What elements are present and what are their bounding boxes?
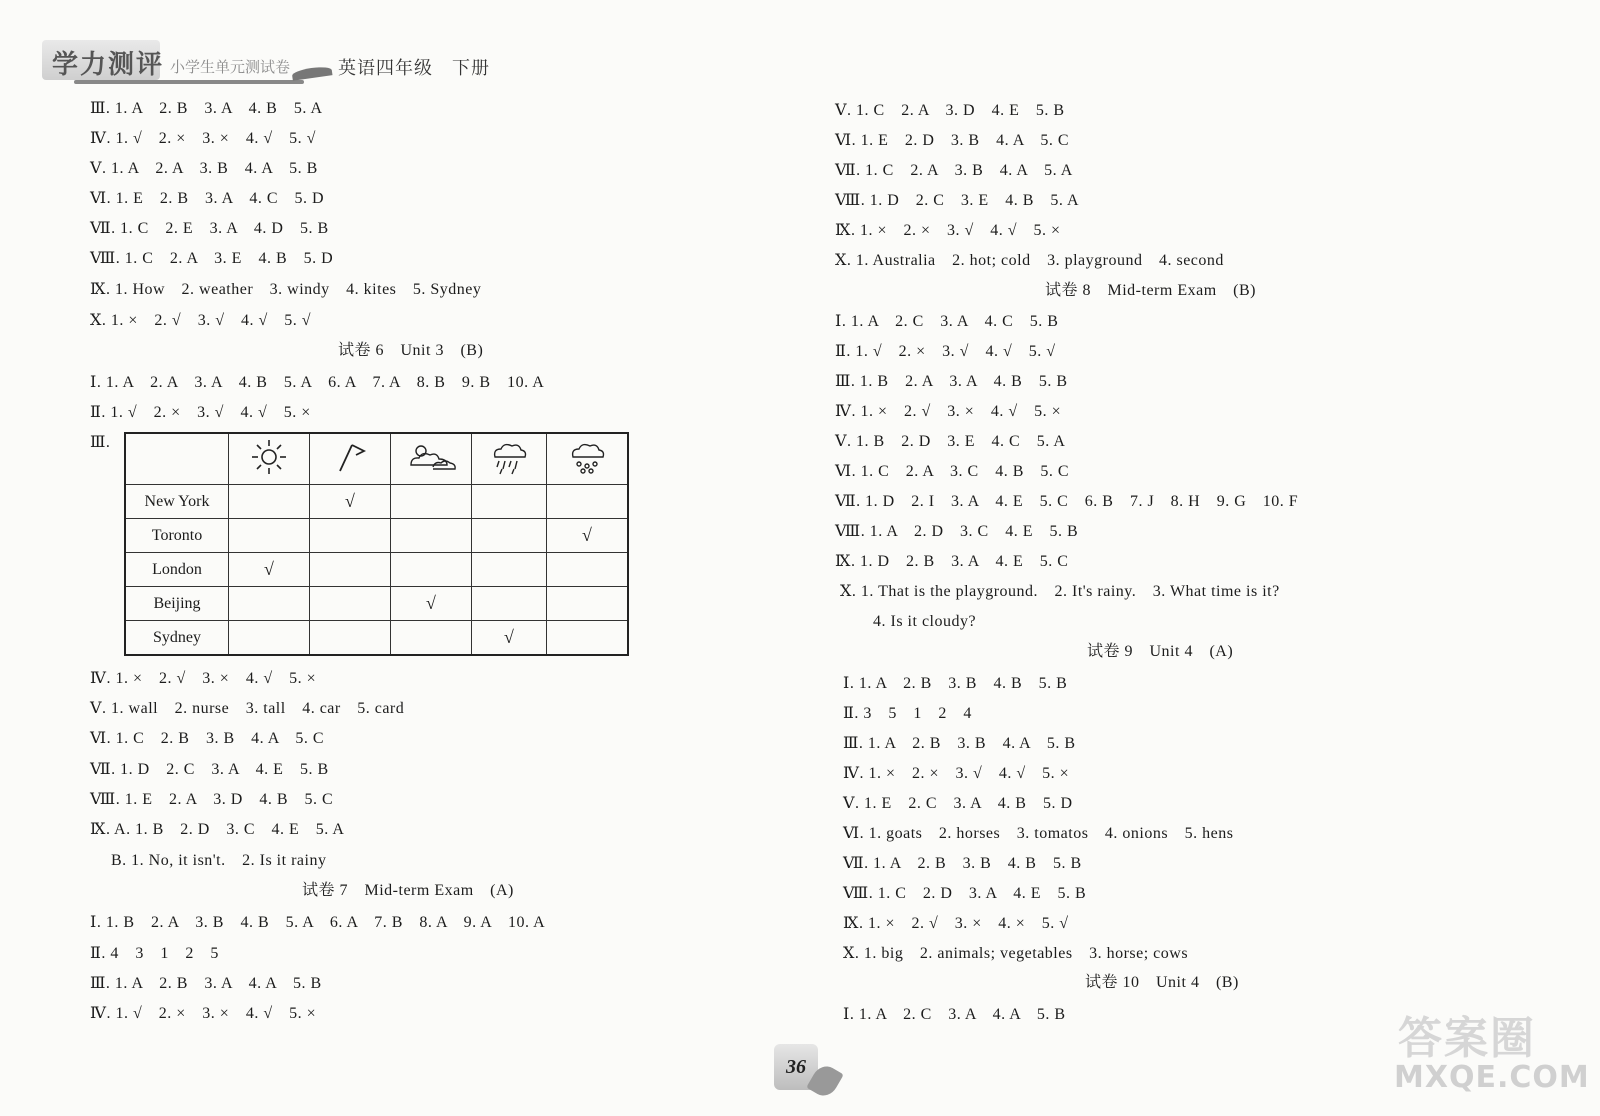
mark-cell [229,587,310,621]
answer-line: Ⅳ. 1. √ 2. × 3. × 4. √ 5. √ [90,130,316,147]
mark-cell [310,587,391,621]
answer-line: Ⅰ. 1. A 2. B 3. B 4. B 5. B [843,675,1068,692]
answer-line: Ⅶ. 1. C 2. E 3. A 4. D 5. B [90,220,329,237]
section-title-paper-9: 试卷 9 Unit 4 (A) [1087,643,1234,660]
answer-line: Ⅲ. 1. A 2. B 3. B 4. A 5. B [843,735,1076,752]
check-mark: √ [426,593,436,613]
mark-cell [472,621,547,656]
answer-line: Ⅴ. 1. B 2. D 3. E 4. C 5. A [835,433,1066,450]
answer-line: Ⅶ. 1. A 2. B 3. B 4. B 5. B [843,855,1082,872]
answer-line: Ⅹ. 1. big 2. animals; vegetables 3. horse; cows [843,945,1189,962]
mark-cell [310,553,391,587]
answer-line: Ⅷ. 1. D 2. C 3. E 4. B 5. A [835,192,1080,209]
answer-line: Ⅳ. 1. × 2. √ 3. × 4. √ 5. × [90,670,317,687]
answer-line: Ⅱ. 3 5 1 2 4 [843,705,972,722]
mark-cell [472,485,547,519]
mark-cell [310,519,391,553]
brush-tip-decoration [291,65,332,80]
table-row [125,519,628,553]
section-title-paper-7: 试卷 7 Mid-term Exam (A) [302,882,514,899]
weather-table [124,432,629,656]
answer-line: Ⅹ. 1. Australia 2. hot; cold 3. playground 4. second [835,252,1224,269]
mark-cell [547,553,629,587]
mark-cell [547,485,629,519]
answer-line: Ⅱ. 1. √ 2. × 3. √ 4. √ 5. × [90,404,311,421]
answer-line: Ⅹ. 1. × 2. √ 3. √ 4. √ 5. √ [90,312,312,329]
answer-line: Ⅴ. 1. C 2. A 3. D 4. E 5. B [835,102,1065,119]
mark-cell [391,587,472,621]
answer-line: Ⅷ. 1. C 2. A 3. E 4. B 5. D [90,250,334,267]
city-cell: London [125,553,229,587]
answer-line: Ⅸ. A. 1. B 2. D 3. C 4. E 5. A [90,821,345,838]
city-cell: Toronto [125,519,229,553]
mark-cell [547,519,629,553]
check-mark: √ [582,525,592,545]
answer-line: Ⅷ. 1. C 2. D 3. A 4. E 5. B [843,885,1087,902]
mark-cell [229,519,310,553]
mark-cell [391,519,472,553]
answer-line: Ⅷ. 1. A 2. D 3. C 4. E 5. B [835,523,1079,540]
answer-line: Ⅵ. 1. E 2. B 3. A 4. C 5. D [90,190,325,207]
mark-cell [391,621,472,656]
answer-line: Ⅵ. 1. goats 2. horses 3. tomatos 4. onions 5. hens [843,825,1234,842]
answer-line: Ⅶ. 1. D 2. I 3. A 4. E 5. C 6. B 7. J 8. H 9. G 10. F [835,493,1299,510]
answer-line: Ⅸ. 1. × 2. √ 3. × 4. × 5. √ [843,915,1069,932]
mark-cell [472,519,547,553]
mark-cell [229,553,310,587]
mark-cell [391,553,472,587]
mark-cell [310,485,391,519]
section-title-paper-10: 试卷 10 Unit 4 (B) [1085,974,1239,991]
section-title-paper-8: 试卷 8 Mid-term Exam (B) [1045,282,1256,299]
mark-cell [229,621,310,656]
mark-cell [310,621,391,656]
answer-line: Ⅶ. 1. D 2. C 3. A 4. E 5. B [90,761,329,778]
section-title-paper-6: 试卷 6 Unit 3 (B) [338,342,484,359]
check-mark: √ [264,559,274,579]
answer-line: Ⅳ. 1. √ 2. × 3. × 4. √ 5. × [90,1005,317,1022]
answer-line: Ⅰ. 1. B 2. A 3. B 4. B 5. A 6. A 7. B 8. A 9. A 10. A [90,914,546,931]
answer-line: Ⅴ. 1. E 2. C 3. A 4. B 5. D [843,795,1073,812]
mark-cell [547,587,629,621]
brush-stroke-decoration [74,80,304,84]
series-subtitle: 小学生单元测试卷 [170,58,291,76]
answer-line: Ⅰ. 1. A 2. C 3. A 4. A 5. B [843,1006,1066,1023]
watermark-url: MXQE.COM [1394,1060,1590,1095]
answer-line: Ⅵ. 1. C 2. A 3. C 4. B 5. C [835,463,1070,480]
mark-cell [391,485,472,519]
page-header [30,0,500,92]
answer-line: B. 1. No, it isn't. 2. Is it rainy [90,852,327,869]
answer-line: Ⅳ. 1. × 2. × 3. √ 4. √ 5. × [843,765,1070,782]
answer-line: Ⅸ. 1. × 2. × 3. √ 4. √ 5. × [835,222,1061,239]
check-mark: √ [345,491,355,511]
table-row [125,485,628,519]
watermark-logo: 答案圈 [1398,1013,1536,1064]
windy-icon [310,433,391,485]
table-row [125,553,628,587]
table-section-label: Ⅲ. [90,434,111,451]
answer-line: 4. Is it cloudy? [840,613,977,630]
weather-table-header-row [125,433,628,485]
sunny-icon [229,433,310,485]
check-mark: √ [504,627,514,647]
answer-line: Ⅱ. 4 3 1 2 5 [90,945,219,962]
mark-cell [472,587,547,621]
answer-line: Ⅲ. 1. A 2. B 3. A 4. A 5. B [90,975,322,992]
answer-line: Ⅳ. 1. × 2. √ 3. × 4. √ 5. × [835,403,1062,420]
answer-line: Ⅲ. 1. B 2. A 3. A 4. B 5. B [835,373,1068,390]
answer-line: Ⅷ. 1. E 2. A 3. D 4. B 5. C [90,791,334,808]
table-row [125,621,628,656]
answer-line: Ⅲ. 1. A 2. B 3. A 4. B 5. A [90,100,323,117]
table-row [125,587,628,621]
answer-line: Ⅴ. 1. wall 2. nurse 3. tall 4. car 5. card [90,700,405,717]
answer-line: Ⅸ. 1. How 2. weather 3. windy 4. kites 5. Sydney [90,281,482,298]
mark-cell [229,485,310,519]
city-cell: Beijing [125,587,229,621]
mark-cell [472,553,547,587]
snowy-icon [547,433,629,485]
answer-line: Ⅹ. 1. That is the playground. 2. It's rainy. 3. What time is it? [840,583,1280,600]
answer-line: Ⅶ. 1. C 2. A 3. B 4. A 5. A [835,162,1073,179]
answer-line: Ⅰ. 1. A 2. C 3. A 4. C 5. B [835,313,1059,330]
cloudy-icon [391,433,472,485]
book-title: 英语四年级 下册 [338,58,490,79]
answer-line: Ⅸ. 1. D 2. B 3. A 4. E 5. C [835,553,1069,570]
answer-line: Ⅰ. 1. A 2. A 3. A 4. B 5. A 6. A 7. A 8. B 9. B 10. A [90,374,545,391]
table-corner-cell [125,433,229,485]
page-number: 36 [774,1044,818,1090]
city-cell: New York [125,485,229,519]
answer-line: Ⅵ. 1. E 2. D 3. B 4. A 5. C [835,132,1070,149]
series-logo: 学力测评 [52,50,165,80]
answer-line: Ⅵ. 1. C 2. B 3. B 4. A 5. C [90,730,325,747]
mark-cell [547,621,629,656]
rainy-icon [472,433,547,485]
answer-line: Ⅱ. 1. √ 2. × 3. √ 4. √ 5. √ [835,343,1056,360]
city-cell: Sydney [125,621,229,656]
answer-line: Ⅴ. 1. A 2. A 3. B 4. A 5. B [90,160,318,177]
